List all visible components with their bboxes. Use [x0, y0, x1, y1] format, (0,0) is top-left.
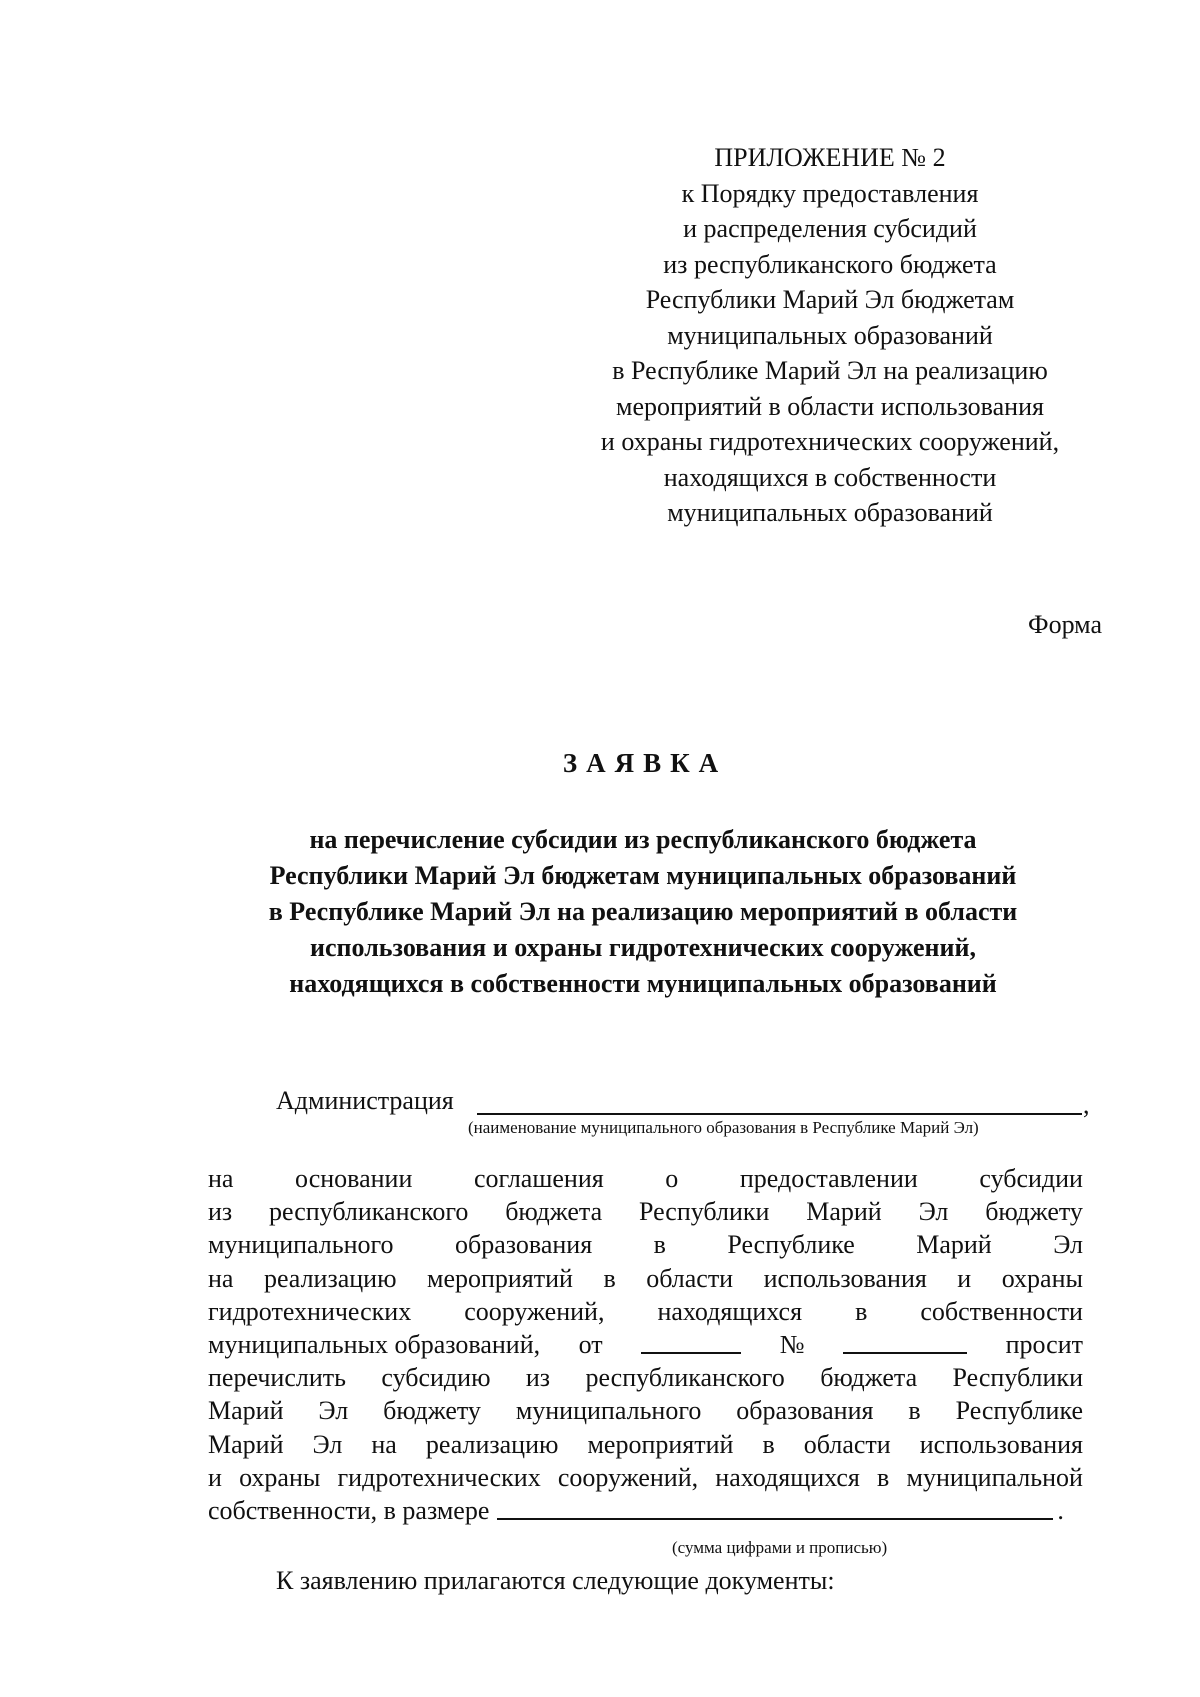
word: на [208, 1263, 234, 1293]
word: Марий [208, 1396, 284, 1426]
subsidy-amount-field[interactable] [497, 1494, 1053, 1520]
word: муниципального [515, 1396, 702, 1426]
word: субсидии [979, 1164, 1083, 1193]
word: области [803, 1429, 891, 1459]
agreement-date-field[interactable] [641, 1328, 741, 1354]
appendix-line: Республики Марий Эл бюджетам [645, 285, 1015, 314]
word: от [578, 1329, 603, 1359]
word: образования [455, 1230, 593, 1260]
subtitle-line: находящихся в собственности муниципальных образований [289, 969, 997, 998]
word: в [908, 1396, 921, 1426]
word: сооружений, [557, 1462, 699, 1492]
word: предоставлении [739, 1164, 918, 1193]
request-body [208, 1162, 1083, 1527]
appendix-line: из республиканского бюджета [663, 249, 997, 279]
appendix-line: ПРИЛОЖЕНИЕ № 2 [714, 143, 946, 172]
word: в [653, 1230, 666, 1260]
subtitle-line: использования и охраны гидротехнических сооружений, [310, 933, 976, 962]
word: Эл [918, 1197, 949, 1227]
word: находящихся [657, 1296, 803, 1326]
word: Республики [952, 1363, 1083, 1393]
word: собственности, в размере [208, 1495, 490, 1525]
word: находящихся [715, 1462, 860, 1492]
body-line [208, 1228, 1083, 1261]
attached-documents-heading: К заявлению прилагаются следующие документы: [276, 1566, 835, 1595]
word: использования [919, 1429, 1083, 1459]
word: муниципального [208, 1230, 394, 1260]
admin-comma: , [1083, 1090, 1090, 1119]
word: и [208, 1462, 222, 1492]
word: сооружений, [464, 1296, 605, 1326]
word: республиканского [269, 1197, 469, 1227]
document-subtitle [208, 822, 1078, 1002]
word: мероприятий [426, 1263, 573, 1293]
word: соглашения [473, 1164, 604, 1193]
word: бюджета [505, 1197, 603, 1227]
appendix-line: муниципальных образований [667, 320, 993, 350]
word: бюджету [383, 1396, 481, 1426]
body-line [208, 1195, 1083, 1228]
body-line [208, 1162, 1083, 1195]
appendix-line: муниципальных образований [667, 498, 993, 527]
body-line [208, 1394, 1083, 1427]
word: Республике [955, 1396, 1083, 1426]
appendix-line: и охраны гидротехнических сооружений, [600, 427, 1060, 456]
word: Эл [312, 1429, 343, 1459]
word: просит [1005, 1329, 1083, 1359]
appendix-line: находящихся в собственности [663, 462, 997, 492]
subtitle-line: на перечисление субсидии из республиканского бюджета [309, 825, 977, 854]
word: в [855, 1296, 868, 1326]
word: охраны [1001, 1263, 1083, 1293]
appendix-header [560, 140, 1100, 531]
word: субсидию [381, 1363, 491, 1393]
word: реализацию [425, 1429, 559, 1459]
body-line [208, 1262, 1083, 1295]
word: мероприятий [587, 1429, 734, 1459]
appendix-line: к Порядку предоставления [681, 178, 979, 208]
word: Марий [806, 1197, 882, 1227]
word: на [371, 1429, 397, 1459]
word: Республике [727, 1230, 855, 1260]
word: республиканского [585, 1363, 785, 1393]
appendix-line: в Республике Марий Эл на реализацию [612, 356, 1048, 385]
word: в [603, 1263, 616, 1293]
body-line [208, 1295, 1083, 1328]
number-sign: № [779, 1329, 805, 1359]
word: Республики [638, 1197, 770, 1227]
word: Эл [318, 1396, 349, 1426]
word: гидротехнических [337, 1462, 541, 1492]
amount-hint: (сумма цифрами и прописью) [672, 1538, 888, 1557]
word: Марий [208, 1429, 284, 1459]
appendix-line: мероприятий в области использования [616, 391, 1044, 421]
body-line [208, 1461, 1083, 1494]
appendix-line: и распределения субсидий [683, 214, 977, 243]
word: собственности [920, 1296, 1083, 1326]
word: муниципальных образований, [208, 1329, 541, 1359]
body-line [208, 1361, 1083, 1394]
word: и [957, 1263, 972, 1293]
word: бюджету [985, 1197, 1083, 1227]
municipality-name-field[interactable] [477, 1113, 1082, 1115]
body-line [208, 1494, 1083, 1527]
word: бюджета [820, 1363, 918, 1393]
municipality-name-hint: (наименование муниципального образования в Республике Марий Эл) [468, 1118, 979, 1137]
word: охраны [239, 1462, 321, 1492]
word: в [877, 1462, 890, 1492]
word: из [525, 1363, 551, 1393]
word: Эл [1053, 1230, 1083, 1260]
word: о [665, 1164, 679, 1193]
word: в [762, 1429, 775, 1459]
word: из [208, 1197, 233, 1227]
word: области [646, 1263, 734, 1293]
document-title: ЗАЯВКА [562, 748, 728, 778]
word: Марий [916, 1230, 992, 1260]
agreement-number-field[interactable] [843, 1328, 967, 1354]
word: использования [763, 1263, 927, 1293]
body-line [208, 1328, 1083, 1361]
word: муниципальной [906, 1462, 1083, 1492]
subtitle-line: в Республике Марий Эл на реализацию мероприятий в области [268, 897, 1018, 926]
admin-label: Администрация [276, 1086, 454, 1115]
word: основании [295, 1164, 413, 1193]
word: гидротехнических [208, 1296, 412, 1326]
word: перечислить [208, 1363, 346, 1393]
word: реализацию [263, 1263, 397, 1293]
period: . [1057, 1495, 1064, 1525]
form-label: Форма [1028, 610, 1102, 639]
word: на [208, 1164, 234, 1193]
body-line [208, 1428, 1083, 1461]
subtitle-line: Республики Марий Эл бюджетам муниципальных образований [269, 861, 1017, 890]
word: образования [736, 1396, 874, 1426]
